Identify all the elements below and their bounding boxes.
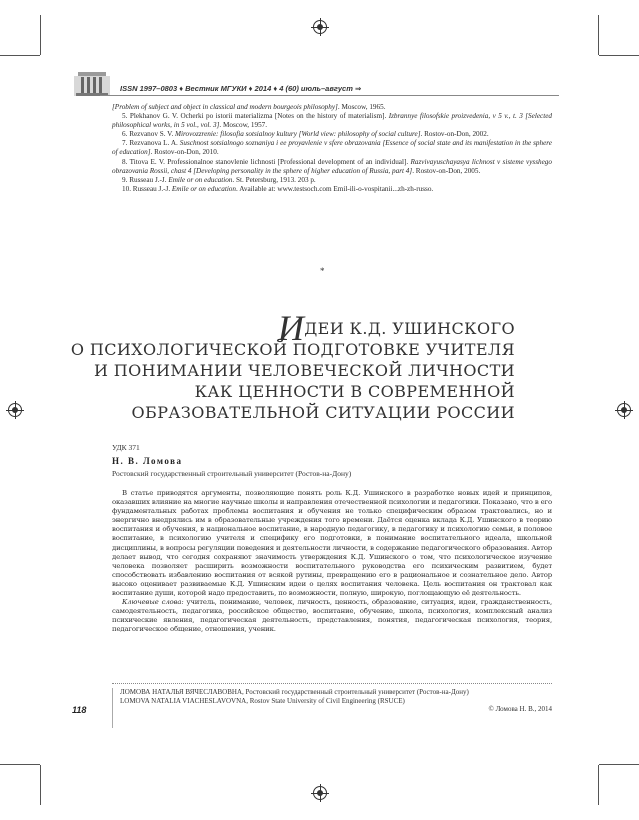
registration-mark-icon (8, 403, 22, 417)
reference-item: 7. Rezvanova L. A. Suschnost sotsialnogo soznaniya i ee proyavlenie v sfere obrazovania [Essence of social state and its manifestation in the sphere of education]. Rostov-on-Don, 2010. (112, 139, 552, 157)
abstract-text: В статье приводятся аргументы, позволяющие понять роль К.Д. Ушинского в разработке новых идей и принципов, оказавших влияние на многие научные школы и направления отечественной психологии и педагогики. Показано, что в его фундаментальных работах проблемы воспитания и обучения не только специфическим образом трактовались, но и энергично внедрялись им в образовательные учреждения того времени. Даётся оценка вклада К.Д. Ушинского в теорию воспитания и обучения, в национальное воспитание, в народную педагогику, в педагогику и психологию семьи, в половое воспитание, в психологию учителя и специфику его подготовки, в понимание воспитательного идеала, школьной дисциплины, в вопросы регуляции поведения и деятельности личности, в содержание педагогического образования. Автор делает вывод, что сегодня сохраняют значимость утверждения К.Д. Ушинского о том, что психологическое изучение человека позволяет расширить возможности воспитательного руководства его психическим развитием, будет способствовать избавлению воспитания от всякой рутины, превращению его в рациональное и сознательное дело. Автор высоко оценивает развиваемые К.Д. Ушинским идеи о целях воспитания человека. Цель воспитания он трактовал как воспитание души, которой надо предоставить, по возможности, полную, широкую, поглощающую её деятельность. (112, 489, 552, 598)
footer-divider (112, 683, 552, 684)
section-separator: * (320, 266, 325, 276)
reference-item: 8. Titova E. V. Professionalnoe stanovlenie lichnosti [Professional development of an individual]. Razvivayuschayasya lichnost v sisteme vysshego obrazovania Rossii, chast 4 [Developing personality in the sphere of higher education of Russia, part 4]. Rostov-on-Don, 2005. (112, 157, 552, 175)
header-rule (100, 95, 559, 96)
journal-logo-icon (72, 68, 112, 98)
footer-vertical-rule (112, 688, 113, 728)
reference-item: [Problem of subject and object in classical and modern bourgeois philosophy]. Moscow, 1965. (112, 103, 386, 111)
crop-mark (0, 764, 40, 765)
reference-item: 9. Russeau J.-J. Emile or on education. St. Petersburg, 1913. 203 p. (122, 175, 316, 184)
crop-mark (598, 15, 599, 55)
crop-mark (599, 764, 639, 765)
udk-code: УДК 371 (112, 443, 140, 452)
reference-item: 6. Rezvanov S. V. Mirovozzrenie: filosofia sotsialnoy kultury [World view: philosophy of social culture]. Rostov-on-Don, 2002. (122, 130, 489, 139)
article-title: ИДЕИ К.Д. УШИНСКОГО О ПСИХОЛОГИЧЕСКОЙ ПОДГОТОВКЕ УЧИТЕЛЯ И ПОНИМАНИИ ЧЕЛОВЕЧЕСКОЙ ЛИЧНОСТИ КАК ЦЕННОСТИ В СОВРЕМЕННОЙ ОБРАЗОВАТЕЛЬНОЙ СИТУАЦИИ РОССИИ (70, 308, 515, 422)
registration-mark-icon (617, 403, 631, 417)
journal-header: ISSN 1997–0803 ♦ Вестник МГУКИ ♦ 2014 ♦ 4 (60) июль–август ⇒ (120, 84, 362, 93)
reference-item: 10. Russeau J.-J. Emile or on education. Available at: www.testsoch.com Emil-ili-o-vospitanii...zh-zh-russo. (122, 184, 434, 193)
copyright: © Ломова Н. В., 2014 (488, 705, 552, 714)
crop-mark (40, 15, 41, 55)
abstract (112, 489, 552, 635)
author-footnote: ЛОМОВА НАТАЛЬЯ ВЯЧЕСЛАВОВНА, Ростовский государственный строительный университет (Ростов-на-Дону) LOMOVA NATALIA VIACHESLAVOVNA, Rostov State University of Civil Engineering (RSUCE) © Ломова Н. В., 2014 (120, 688, 552, 714)
references-list (112, 103, 552, 194)
crop-mark (599, 55, 639, 56)
page-number: 118 (72, 705, 87, 715)
reference-item: 5. Plekhanov G. V. Ocherki po istorii materializma [Notes on the history of materialism]. Izbrannye filosofskie proizvedenia, v 5 v., t. 3 [Selected philosophical works, in 5 vol., vol. 3]. Moscow, 1957. (112, 112, 552, 130)
registration-mark-icon (313, 786, 327, 800)
crop-mark (0, 55, 40, 56)
keywords: Ключевые слова: учитель, понимание, человек, личность, ценность, образование, ситуация, идеи, гражданственность, самодеятельность, педагогика, российское общество, воспитание, обучение, школа, психология, комплексный анализ психические явления, педагогическая деятельность, представления, понятия, педагогическая психология, теория, педагогическое общение, отношения, ученик. (112, 598, 552, 634)
author-name: Н. В. Ломова (112, 456, 183, 466)
author-affiliation: Ростовский государственный строительный университет (Ростов-на-Дону) (112, 469, 352, 478)
crop-mark (598, 765, 599, 805)
registration-mark-icon (313, 20, 327, 34)
title-drop-cap: И (277, 308, 305, 348)
crop-mark (40, 765, 41, 805)
